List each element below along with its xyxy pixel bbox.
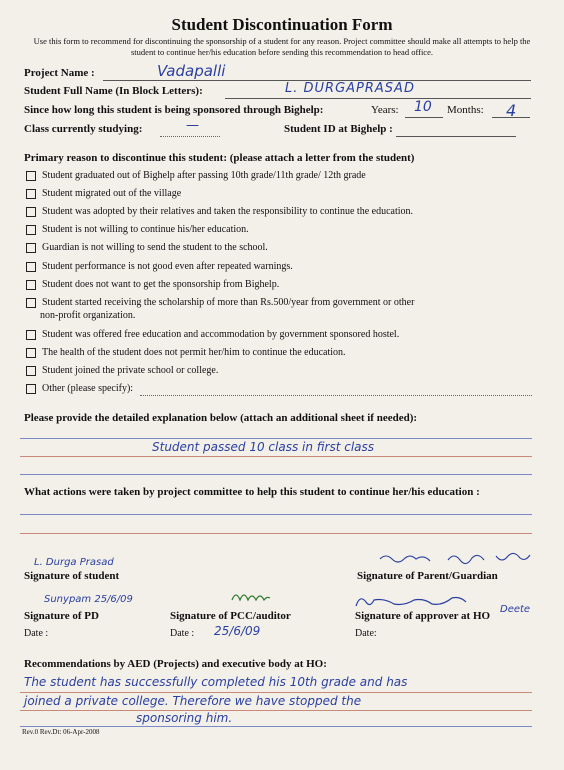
student-id-label: Student ID at Bighelp : [284,123,393,135]
student-name-value[interactable]: L. DURGAPRASAD [285,81,415,96]
reason-option[interactable]: Student does not want to get the sponsorship from Bighelp. [26,279,279,290]
reason-option[interactable]: Student joined the private school or college. [26,365,218,376]
explanation-value[interactable]: Student passed 10 class in first class [152,440,375,454]
actions-line [20,514,532,515]
pcc-date-value[interactable]: 25/6/09 [214,624,261,638]
other-specify-line [140,395,532,396]
pcc-date-label: Date : [170,628,195,639]
recommendation-line [20,710,532,711]
since-label: Since how long this student is being sponsored through Bighelp: [24,104,324,116]
checkbox[interactable] [26,171,36,181]
parent-signature-scribble [378,550,548,566]
checkbox[interactable] [26,280,36,290]
checkbox[interactable] [26,243,36,253]
student-signature-label: Signature of student [24,570,120,582]
reason-option[interactable]: Student graduated out of Bighelp after passing 10th grade/11th grade/ 12th grade [26,170,366,181]
pcc-signature-label: Signature of PCC/auditor [170,610,291,622]
checkbox[interactable] [26,189,36,199]
years-value[interactable]: 10 [414,99,432,115]
checkbox[interactable] [26,298,36,308]
reason-option[interactable]: Guardian is not willing to send the student to the school. [26,242,268,253]
pd-signature-label: Signature of PD [24,610,99,622]
recommendation-line [20,726,532,727]
years-line [405,117,443,118]
revision-footer: Rev.0 Rev.Dt: 06-Apr-2008 [22,728,100,736]
actions-heading: What actions were taken by project committee to help this student to continue her/his education : [24,486,480,498]
parent-signature-mark[interactable] [378,550,548,569]
student-signature-value[interactable]: L. Durga Prasad [34,557,114,568]
recommendation-line-1[interactable]: The student has successfully completed his 10th grade and has [24,675,408,689]
class-value[interactable]: — [186,118,199,133]
recommendation-line-2[interactable]: joined a private college. Therefore we have stopped the [24,694,362,708]
months-label: Months: [447,104,484,116]
pcc-signature-mark[interactable] [230,588,272,607]
student-name-line [225,98,531,99]
ho-note[interactable]: Deete [500,604,531,615]
checkbox[interactable] [26,366,36,376]
months-value[interactable]: 4 [506,101,517,120]
checkbox[interactable] [26,262,36,272]
recommendations-heading: Recommendations by AED (Projects) and executive body at HO: [24,658,327,670]
checkbox[interactable] [26,225,36,235]
explanation-line [20,438,532,439]
reason-option-continued: non-profit organization. [40,310,136,321]
approver-date-label: Date: [355,628,377,639]
approver-signature-scribble [352,592,492,612]
checkbox[interactable] [26,330,36,340]
reason-option[interactable]: Student was adopted by their relatives and taken the responsibility to continue the education. [26,206,413,217]
reason-option[interactable]: Other (please specify): [26,383,133,394]
class-label: Class currently studying: [24,123,143,135]
explanation-line [20,456,532,457]
project-name-label: Project Name : [24,67,95,79]
reason-option[interactable]: Student started receiving the scholarship of more than Rs.500/year from government or other [26,297,414,308]
explanation-line [20,474,532,475]
reason-option[interactable]: Student migrated out of the village [26,188,181,199]
pcc-signature-scribble [230,588,272,604]
checkbox[interactable] [26,207,36,217]
reason-option[interactable]: Student performance is not good even after repeated warnings. [26,261,293,272]
parent-signature-label: Signature of Parent/Guardian [357,570,498,582]
pd-signature-value[interactable]: Sunypam 25/6/09 [44,594,133,605]
reason-option[interactable]: Student was offered free education and accommodation by government sponsored hostel. [26,329,399,340]
reasons-heading: Primary reason to discontinue this student: (please attach a letter from the student) [24,152,415,164]
student-id-line [396,136,516,137]
form-title: Student Discontinuation Form [171,15,393,34]
recommendation-line-3[interactable]: sponsoring him. [136,711,233,725]
checkbox[interactable] [26,384,36,394]
explanation-heading: Please provide the detailed explanation below (attach an additional sheet if needed): [24,412,418,424]
checkbox[interactable] [26,348,36,358]
form-intro: Use this form to recommend for discontinuing the sponsorship of a student for any reason. Project committee should make all attempts to help the student to continue her/his education before sending this recommendation to head office. [33,36,531,57]
actions-line [20,533,532,534]
class-line [160,136,220,137]
project-name-value[interactable]: Vadapalli [157,62,226,80]
years-label: Years: [371,104,399,116]
approver-signature-label: Signature of approver at HO [355,610,491,622]
recommendation-line [20,692,532,693]
pd-date-label: Date : [24,628,49,639]
reason-option[interactable]: The health of the student does not permit her/him to continue the education. [26,347,346,358]
student-name-label: Student Full Name (In Block Letters): [24,85,203,97]
reason-option[interactable]: Student is not willing to continue his/her education. [26,224,249,235]
